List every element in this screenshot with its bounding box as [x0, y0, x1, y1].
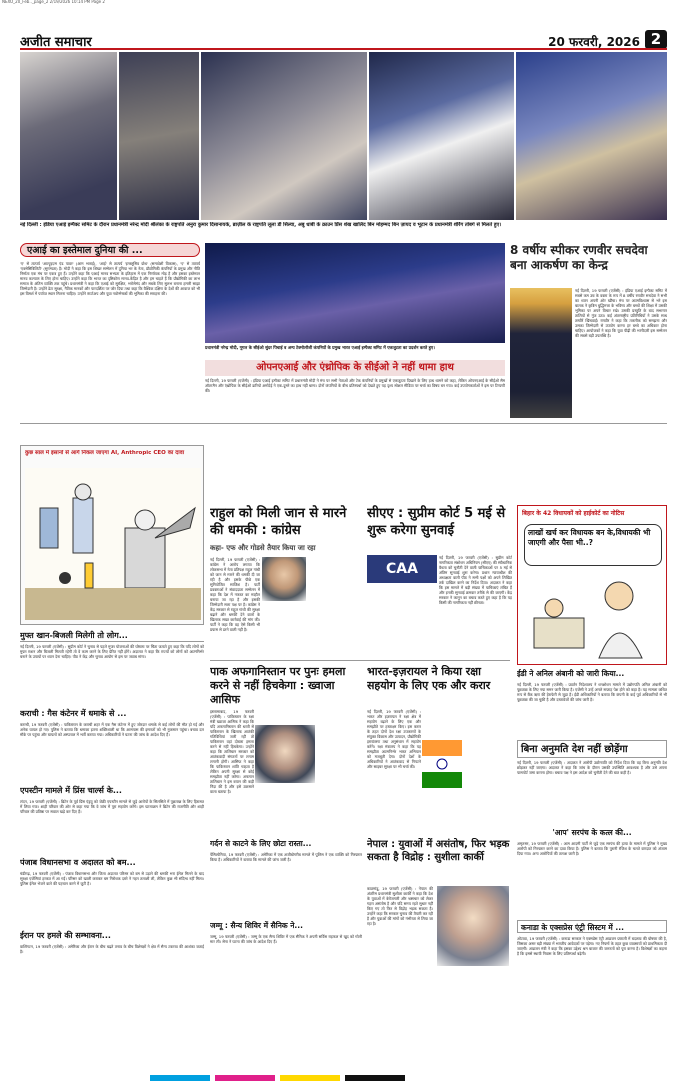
rahul-story-body: नई दिल्ली, 19 फरवरी (एजेंसी) : कांग्रेस ने आरोप लगाया कि लोकसभा में नेता प्रतिपक्ष राहुल गांधी को जान से मारने की धमकी दी जा रही है और इसके पीछे एक सुनियोजित साजिश है। पार्टी प्रवक्ताओं ने संवाददाता सम्मेलन में कहा कि देश में नफरत का माहौल बनाया जा रहा है और इसकी जिम्मेदारी सत्ता पक्ष पर है। कांग्रेस ने केंद्र सरकार से राहुल गांधी की सुरक्षा बढ़ाने और धमकी देने वालों के खिलाफ सख्त कार्रवाई की मांग की। पार्टी ने कहा कि वह ऐसे किसी भी प्रयास से डरने वाली नहीं है।: [210, 557, 260, 632]
photo-modi-dissanayake: [20, 52, 117, 220]
bihar-box-headline: बिहार के 42 विधायकों को हाईकोर्ट का नोटिस: [522, 510, 625, 517]
india-israel-flags-icon: [422, 740, 462, 788]
top-photo-caption: नई दिल्ली : इंडिया एआई इम्पैक्ट समिट के दौरान प्रधानमंत्री नरेन्द्र मोदी श्रीलंका के राष्ट्रपति अनुरा कुमार दिसानायके, ब्राज़ील के राष्ट्रपति लूला डी सिल्वा, अबु धाबी के क्राउन प्रिंस शेख खालिद बिन मोहम्मद बिन ज़ायद व भूटान के प्रधानमंत्री शेरिंग तोबगे से मिलते हुए।: [20, 222, 502, 228]
masthead-paper-name: अजीत समाचार: [20, 35, 92, 50]
karachi-story: [20, 708, 204, 783]
ed-story-body: नई दिल्ली, 19 फरवरी (एजेंसी) : प्रवर्तन निदेशालय ने धनशोधन मामले में उद्योगपति अनिल अंबानी को पूछताछ के लिए नया समन जारी किया है। एजेंसी ने उन्हें अगले सप्ताह पेश होने को कहा है। यह मामला कथित रूप से बैंक ऋण की हेराफेरी से जुड़ा है। ईडी अधिकारियों ने बताया कि कंपनी के कई पूर्व अधिकारियों से भी पूछताछ की जा चुकी है और दस्तावेजों की जांच जारी है।: [517, 682, 667, 702]
free-electricity-story: [20, 630, 204, 705]
neck-story-headline: गर्दन से काटने के लिए छोटा रास्ता...: [210, 839, 312, 848]
aap-story-headline: 'आप' सरपंच के कत्ल की...: [552, 828, 632, 837]
rahul-story-headline: राहुल को मिली जान से मारने की धमकी : कांग्रेस: [210, 506, 347, 538]
ai-cartoon-caption: कुछ साल में इंसानों से आगे निकल जाएगा AI, Anthropic CEO का दावा: [25, 450, 185, 456]
print-slug: NEXO_20_Feb.._page_2 2/19/2026 10:14 PM Page 2: [2, 0, 105, 4]
ai-story: [20, 243, 200, 418]
aap-story: [517, 827, 667, 917]
karachi-body: कराची, 19 फरवरी (एजेंसी) : पाकिस्तान के कराची शहर में एक गैस कंटेनर में हुए जोरदार धमाके से कई लोगों की मौत हो गई और अनेक घायल हो गए। पुलिस ने बताया कि धमाका इतना शक्तिशाली था कि आसपास की इमारतों को भी नुकसान पहुंचा। बचाव दल मौके पर पहुंचा और घायलों को अस्पताल में भर्ती कराया गया। अधिकारियों ने घटना की जांच के आदेश दिए हैं।: [20, 722, 204, 737]
nepal-story-body: काठमांडू, 19 फरवरी (एजेंसी) : नेपाल की अंतरिम प्रधानमंत्री सुशीला कार्की ने कहा कि देश के युवाओं में बेरोजगारी और भ्रष्टाचार को लेकर गहरा असंतोष है और यदि समय रहते सुधार नहीं किए गए तो फिर से विद्रोह भड़क सकता है। उन्होंने कहा कि सरकार चुनाव की तैयारी कर रही है और युवाओं की मांगों को गंभीरता से लिया जा रहा है।: [367, 886, 433, 926]
neck-story-body: पेंसिल्वेनिया, 19 फरवरी (एजेंसी) : अमेरिका में एक अजीबोगरीब मामले में पुलिस ने एक व्यक्ति को गिरफ्तार किया है। अधिकारियों ने बताया कि मामले की जांच जारी है।: [210, 852, 362, 862]
india-israel-headline: भारत-इज़रायल ने किया रक्षा सहयोग के लिए एक और करार: [367, 665, 491, 692]
punjab-story: [20, 857, 204, 927]
epstein-body: लंदन, 19 फरवरी (एजेंसी) : ब्रिटेन के पूर्व प्रिंस एंड्रयू को जेफ्री एपस्टीन मामले से जुड़े आरोपों के सिलसिले में पूछताछ के लिए हिरासत में लिया गया। शाही परिवार की ओर से कहा गया कि वे जांच में पूरा सहयोग करेंगे। इस घटनाक्रम ने ब्रिटेन की राजनीति और शाही परिवार की प्रतिष्ठा पर सवाल खड़े कर दिए हैं।: [20, 799, 204, 814]
reg-mark-magenta: [215, 1075, 275, 1081]
leave-country-story: [517, 740, 667, 825]
jammu-story: [210, 920, 362, 1070]
caa-story: [367, 505, 512, 655]
caa-story-body: नई दिल्ली, 19 फरवरी (एजेंसी) : सुप्रीम कोर्ट नागरिकता संशोधन अधिनियम (सीएए) की संवैधानिक वैधता को चुनौती देने वाली याचिकाओं पर 5 मई से अंतिम सुनवाई शुरू करेगा। प्रधान न्यायाधीश की अध्यक्षता वाली पीठ ने सभी पक्षों को अपने लिखित तर्क दाखिल करने का निर्देश दिया। अदालत ने कहा कि इस मामले में बड़ी संख्या में याचिकाएं लंबित हैं और इनकी सुनवाई क्रमवार तरीके से की जाएगी। केंद्र सरकार ने कानून का बचाव करते हुए कहा है कि यह किसी की नागरिकता नहीं छीनता।: [439, 555, 512, 605]
ai-cartoon-drawing: [25, 468, 201, 620]
iran-headline: ईरान पर हमले की सम्भावना...: [20, 931, 111, 940]
pakistan-story-body: इस्लामाबाद, 19 फरवरी (एजेंसी) : पाकिस्तान के रक्षा मंत्री ख्वाजा आसिफ ने कहा कि यदि अफगानिस्तान की धरती से पाकिस्तान के खिलाफ आतंकी गतिविधियां जारी रहीं तो पाकिस्तान वहां दोबारा हमला करने से नहीं हिचकेगा। उन्होंने कहा कि तालिबान सरकार को आतंकवादी संगठनों पर लगाम लगानी होगी। आसिफ ने कहा कि पाकिस्तान शांति चाहता है लेकिन अपनी सुरक्षा से कोई समझौता नहीं करेगा। अफगान तालिबान ने इस बयान की कड़ी निंदा की है और इसे उकसाने वाला बताया है।: [210, 709, 254, 794]
reg-mark-black: [345, 1075, 405, 1081]
pakistan-story-headline: पाक अफगानिस्तान पर पुनः हमला करने से नहीं हिचकेगा : ख्वाजा आसिफ: [210, 665, 346, 706]
bihar-cartoon-bubble: लाखों खर्च कर विधायक बन के,विधायकी भी जाएगी और पैसा भी..?: [524, 524, 662, 566]
ai-story-headline: एआई का इस्तेमाल दुनिया की ...: [20, 243, 200, 257]
section-divider: [20, 423, 667, 424]
nepal-story-headline: नेपाल : युवाओं में असंतोष, फिर भड़क सकता है विद्रोह : सुशीला कार्की: [367, 839, 510, 863]
punjab-body: चंडीगढ़, 19 फरवरी (एजेंसी) : पंजाब विधानसभा और जिला अदालत परिसर को बम से उड़ाने की धमकी भरा ईमेल मिलने के बाद सुरक्षा एजेंसियां हरकत में आ गईं। परिसर को खाली कराकर बम निरोधक दस्ते ने गहन तलाशी ली, लेकिन कुछ भी संदिग्ध नहीं मिला। पुलिस ईमेल भेजने वाले की पहचान करने में जुटी है।: [20, 871, 204, 886]
caa-badge: CAA: [367, 555, 437, 583]
pakistan-story: [210, 665, 362, 835]
jammu-story-headline: जम्मू : सैन्य शिविर में सैनिक ने...: [210, 921, 303, 930]
iran-body: वाशिंगटन, 19 फरवरी (एजेंसी) : अमेरिका और ईरान के बीच बढ़ते तनाव के बीच विशेषज्ञों ने क्षेत्र में सैन्य टकराव की आशंका जताई है।: [20, 944, 204, 954]
openai-story-headline: ओपनएआई और एंथ्रोपिक के सीईओ ने नहीं थामा हाथ: [205, 360, 505, 376]
photo-crown-prince: [369, 52, 514, 220]
rahul-story: [210, 505, 362, 655]
rahul-story-subhead: कहा- एफ और गोडसे तैयार किया जा रहा: [210, 544, 316, 552]
masthead-date: 20 फरवरी, 2026: [548, 35, 640, 49]
reg-mark-cyan: [150, 1075, 210, 1081]
bihar-box: [517, 505, 667, 665]
registration-strip: [0, 1075, 687, 1083]
canada-story-body: ओटावा, 19 फरवरी (एजेंसी) : कनाडा सरकार ने एक्सप्रेस एंट्री आव्रजन प्रणाली में बदलाव की घोषणा की है, जिसका असर बड़ी संख्या में भारतीय आवेदकों पर पड़ेगा। नए नियमों के तहत कुछ व्यवसायों को प्राथमिकता दी जाएगी। आव्रजन मंत्री ने कहा कि इसका उद्देश्य श्रम बाजार की जरूरतों को पूरा करना है। विशेषज्ञों का कहना है कि इससे स्थायी निवास के लिए प्रतिस्पर्धा बढ़ेगी।: [517, 936, 667, 956]
photo-khawaja-asif: [255, 725, 315, 783]
masthead-page-number: 2: [645, 30, 667, 49]
photo-rahul-gandhi: [262, 557, 306, 601]
robot-race-illustration: [25, 468, 201, 620]
ai-story-body: 'ए' से तात्पर्य 'आल्ट्रूइज़्म एंड पावर' (आम भलाई), 'आई' से तात्पर्य 'इन्क्लूसिव ग्रोथ' (समावेशी विकास), 'ए' से तात्पर्य 'एक्सेसिबिलिटी' (सुगम्यता) है। मोदी ने कहा कि इस शिखर सम्मेलन में दुनिया भर के नेता, प्रौद्योगिकी कंपनियों के प्रमुख और नीति निर्माता एक मंच पर एकत्र हुए हैं। उन्होंने कहा कि एआई मानव सभ्यता के इतिहास में एक निर्णायक मोड़ है और इसका इस्तेमाल मानव कल्याण के लिए होना चाहिए। उन्होंने कहा कि भारत का दृष्टिकोण मानव-केंद्रित है और हम चाहते हैं कि प्रौद्योगिकी का लाभ समाज के अंतिम व्यक्ति तक पहुंचे। प्रधानमंत्री ने कहा कि एआई को सुरक्षित, भरोसेमंद और सबके लिए सुलभ बनाना हमारी साझा जिम्मेदारी है। उन्होंने डेटा सुरक्षा, नैतिक मानकों और पारदर्शिता पर जोर दिया तथा कहा कि वैश्विक दक्षिण के देशों की आवाज को भी इस विमर्श में पर्याप्त स्थान मिलना चाहिए। उन्होंने स्टार्टअप और युवा नवोन्मेषकों की भूमिका की सराहना की।: [20, 261, 200, 296]
jammu-story-body: जम्मू, 19 फरवरी (एजेंसी) : जम्मू के एक सैन्य शिविर में एक सैनिक ने अपनी सर्विस राइफल से खुद को गोली मार ली। सेना ने घटना की जांच के आदेश दिए हैं।: [210, 934, 362, 944]
photo-bhutan-pm: [516, 52, 667, 220]
group-photo-tech-leaders: [205, 243, 505, 343]
neck-story: [210, 838, 362, 918]
leave-country-body: नई दिल्ली, 19 फरवरी (एजेंसी) : अदालत ने आरोपी उद्योगपति को निर्देश दिया कि वह बिना अनुमति देश छोड़कर नहीं जाएगा। अदालत ने कहा कि जांच के दौरान उसकी उपस्थिति आवश्यक है और उसे अपना पासपोर्ट जमा कराना होगा। बचाव पक्ष ने इस आदेश को चुनौती देने की बात कही है।: [517, 760, 667, 775]
group-photo-caption: प्रधानमंत्री नरेन्द्र मोदी, गूगल के सीईओ सुंदर पिचाई व अन्य टेक्नोलॉजी कंपनियों के प्रमुख भारत एआई इम्पैक्ट समिट में एकजुटता का प्रदर्शन करते हुए।: [205, 345, 435, 350]
canada-story: [517, 920, 667, 1070]
top-photo-strip: [20, 52, 667, 220]
reg-mark-yellow: [280, 1075, 340, 1081]
speaker-story-body: नई दिल्ली, 19 फरवरी (एजेंसी) : इंडिया एआई इम्पैक्ट समिट में सबसे कम उम्र के वक्ता के रूप में 8 वर्षीय रणवीर सचदेवा ने सभी का ध्यान अपनी ओर खींचा। मंच पर आत्मविश्वास से भरे इस बालक ने कृत्रिम बुद्धिमत्ता के भविष्य और बच्चों की शिक्षा में उसकी भूमिका पर अपने विचार रखे। उसकी प्रस्तुति के बाद सभागार तालियों से गूंज उठा। कई अंतरराष्ट्रीय प्रतिनिधियों ने उसके साथ तस्वीरें खिंचवाईं। रणवीर ने कहा कि तकनीक को समझना और उसका जिम्मेदारी से उपयोग करना हर बच्चे का अधिकार होना चाहिए। आयोजकों ने कहा कि युवा पीढ़ी की भागीदारी इस सम्मेलन की सबसे बड़ी उपलब्धि है।: [575, 288, 667, 338]
photo-ranvir-sachdeva: [510, 288, 572, 418]
speaker-story: [510, 243, 667, 418]
punjab-headline: पंजाब विधानसभा व अदालत को बम...: [20, 858, 136, 867]
ed-story: [517, 668, 667, 738]
photo-sushila-karki: [437, 886, 509, 966]
aap-story-body: अमृतसर, 19 फरवरी (एजेंसी) : आम आदमी पार्टी से जुड़े एक सरपंच की हत्या के मामले में पुलिस ने मुख्य आरोपी को गिरफ्तार करने का दावा किया है। पुलिस ने बताया कि पुरानी रंजिश के चलते वारदात को अंजाम दिया गया। अन्य आरोपियों की तलाश जारी है।: [517, 841, 667, 856]
epstein-story: [20, 785, 204, 860]
free-electricity-body: नई दिल्ली, 19 फरवरी (एजेंसी) : सुप्रीम कोर्ट ने चुनाव से पहले मुफ्त योजनाओं की घोषणा पर चिंता जताते हुए कहा कि यदि लोगों को मुफ्त राशन और बिजली मिलती रहेगी तो वे काम करने के लिए प्रेरित नहीं होंगे। अदालत ने कहा कि राज्यों को लोगों को आत्मनिर्भर बनाने के उपायों पर ध्यान देना चाहिए। पीठ ने केंद्र और चुनाव आयोग से इस पर जवाब मांगा।: [20, 644, 204, 659]
masthead: [20, 30, 667, 50]
india-israel-body: नई दिल्ली, 19 फरवरी (एजेंसी) : भारत और इज़रायल ने रक्षा क्षेत्र में सहयोग बढ़ाने के लिए एक और समझौते पर हस्ताक्षर किए। इस करार के तहत दोनों देश रक्षा उपकरणों के संयुक्त विकास और उत्पादन, प्रौद्योगिकी हस्तांतरण तथा अनुसंधान में सहयोग करेंगे। रक्षा मंत्रालय ने कहा कि यह समझौता आत्मनिर्भर भारत अभियान को मजबूती देगा। दोनों देशों के अधिकारियों ने आतंकवाद से निपटने और साइबर सुरक्षा पर भी चर्चा की।: [367, 709, 421, 769]
canada-story-headline: कनाडा के एक्सप्रेस एंट्री सिस्टम में ...: [517, 920, 667, 933]
photo-lula-silva: [119, 52, 199, 220]
photo-summit-stage: [201, 52, 367, 220]
nepal-story: [367, 838, 512, 1068]
iran-story: [20, 930, 204, 1010]
openai-story: [205, 360, 505, 420]
ai-cartoon-box: [20, 445, 204, 625]
lower-divider: [210, 660, 510, 661]
free-electricity-headline: मुफ्त खान-बिजली मिलेगी तो लोग...: [20, 630, 204, 642]
caa-story-headline: सीएए : सुप्रीम कोर्ट 5 मई से शुरू करेगा सुनवाई: [367, 506, 506, 538]
leave-country-headline: बिना अनुमति देश नहीं छोड़ेंगा: [517, 740, 667, 758]
epstein-headline: एपस्टीन मामले में प्रिंस चार्ल्स के...: [20, 786, 122, 795]
speaker-story-headline: 8 वर्षीय स्पीकर रणवीर सचदेवा बना आकर्षण का केन्द्र: [510, 243, 648, 272]
ed-story-headline: ईडी ने अनिल अंबानी को जारी किया...: [517, 669, 625, 678]
cartoon-neta-illustration: [524, 568, 662, 662]
karachi-headline: कराची : गैस कंटेनर में धमाके से ...: [20, 709, 127, 718]
india-israel-story: [367, 665, 512, 835]
openai-story-body: नई दिल्ली, 19 फरवरी (एजेंसी) : इंडिया एआई इम्पैक्ट समिट में प्रधानमंत्री मोदी ने मंच पर सभी नेताओं और टेक कंपनियों के प्रमुखों से एकजुटता दिखाने के लिए हाथ थामने को कहा, लेकिन ओपनएआई के सीईओ सैम ऑल्टमैन और एंथ्रोपिक के सीईओ डारियो अमोदेई ने एक-दूसरे का हाथ नहीं थामा। दोनों कंपनियों के बीच प्रतिस्पर्धा को देखते हुए यह दृश्य सोशल मीडिया पर चर्चा का विषय बन गया। कई उपयोगकर्ताओं ने इस पर टिप्पणी की।: [205, 378, 505, 393]
